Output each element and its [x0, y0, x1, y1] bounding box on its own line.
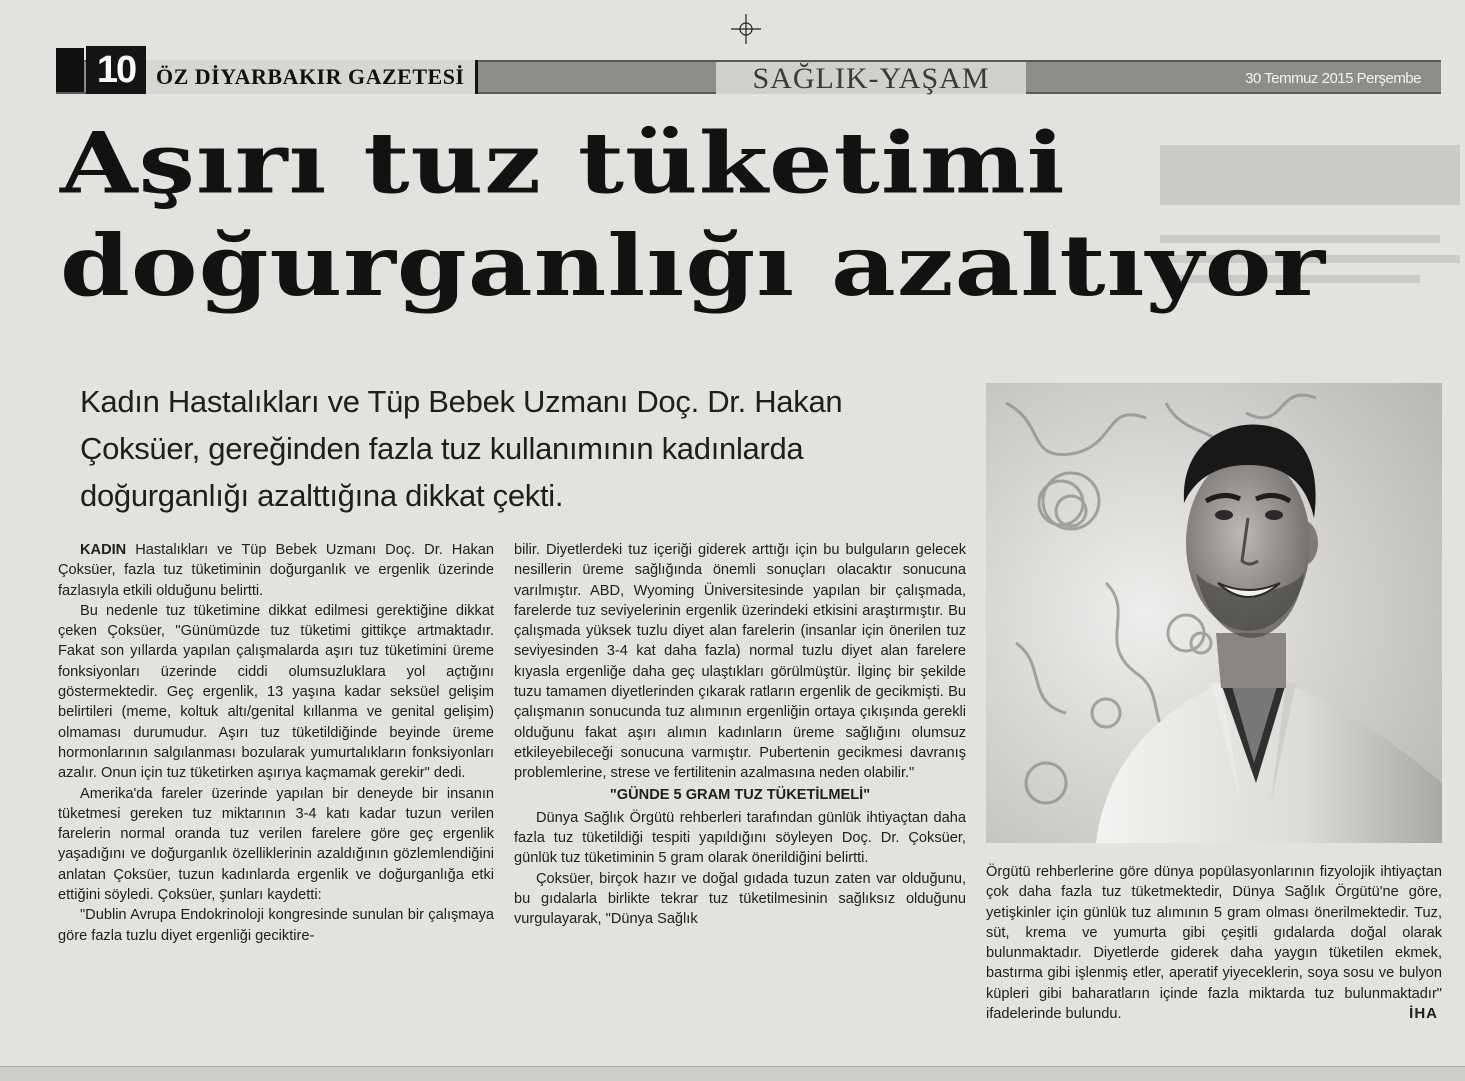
column-3-paragraph-1 [986, 862, 1442, 1024]
newspaper-name: ÖZ DİYARBAKIR GAZETESİ [146, 60, 478, 94]
column-1-paragraph-3: Amerika'da fareler üzerinde yapılan bir deneyde bir insanın tüketmesi gereken tuz miktarının 3-4 katı kadar tuzun verilen farelerin normal oranda tuz verilen farelere göre geç ergenlik yaşadığını ve doğurganlık özelliklerinin azaldığının gözlemlendiğini anlatan Çoksüer, tuzun kadınlarda ergenlik ve doğurganlığa etki ettiğini söyledi. Çoksüer, şunları kaydetti: [58, 785, 494, 904]
headline-line-1: Aşırı tuz tüketimi [60, 113, 1066, 213]
page-header [56, 46, 1441, 98]
column-3-paragraph-1-text: Örgütü rehberlerine göre dünya popülasyonlarının fizyolojik ihtiyaçtan çok daha fazla tuz tüketmektedir, Dünya Sağlık Örgütü'ne göre, yetişkinler için günlük tuz alımının 5 gram olması önerilmektedir. Tuz, süt, krema ve yumurta gibi çeşitli gıdalarda doğal olarak bulunmaktadır. Diyetlerde giderek daha yaygın tüketilen ekmek, bastırma gibi işlenmiş etler, aperatif yiyeceklerin, soya sosu ve bulyon küpleri gibi baharatların içinde fazla miktarda tuz bulunmaktadır" ifadelerinde bulundu. [986, 864, 1442, 1023]
page-bottom-edge [0, 1066, 1465, 1081]
column-1-paragraph-4: "Dublin Avrupa Endokrinoloji kongresinde sunulan bir çalışmaya göre fazla tuzlu diyet ergenliği geciktire- [58, 907, 494, 944]
column-2-paragraph-3: Çoksüer, birçok hazır ve doğal gıdada tuzun zaten var olduğunu, bu gıdalarla birlikte tekrar tuz tüketilmesinin sağlıksız olduğunu vurgulayarak, "Dünya Sağlık [514, 870, 966, 928]
article-headline [60, 112, 1440, 317]
doctor-photo [986, 383, 1442, 843]
page-number: 10 [86, 46, 146, 94]
issue-date: 30 Temmuz 2015 Perşembe [1245, 70, 1421, 87]
lead-word: KADIN [80, 542, 127, 558]
column-2-paragraph-1: bilir. Diyetlerdeki tuz içeriği giderek arttığı için bu bulguların gelecek nesillerin üreme sağlığında önemli sonuçları olacaktır sonucuna varılmıştır. ABD, Wyoming Üniversitesinde yapılan bir çalışmada, farelerde tuz seviyelerinin ergenlik üzerindeki etkisini araştırmıştır. Bu çalışmada yüksek tuzlu diyet alan farelerin (insanlar için önerilen tuz seviyesinden 3-4 kat daha fazla) normal tuzlu diyet alan farelere kıyasla ergenliğe daha geç ulaştıkları görülmüştür. İlginç bir şekilde tuzu tamamen diyetlerinden çıkarak ratların ergenlik de gecikmişti. Bu çalışmanın sonucunda tuz alımının ergenliğin ortaya çıkışında gerekli olduğunu fakat aşırı alımın kadınların üreme sağlığını olumsuz etkileyebileceği sonucuna varmıştır. Pubertenin gecikmesi davranış problemlerine, strese ve fertilitenin azalmasına neden olabilir." [514, 542, 966, 782]
column-1-paragraph-1 [58, 540, 494, 601]
article-column-3 [986, 862, 1442, 1024]
column-2-subheading: "GÜNDE 5 GRAM TUZ TÜKETİLMELİ" [609, 786, 871, 803]
crop-mark-icon [731, 14, 761, 44]
article-column-2 [514, 540, 966, 930]
header-marker [56, 48, 84, 92]
news-agency-credit: İHA [1409, 1005, 1438, 1023]
section-title: SAĞLIK-YAŞAM [716, 62, 1026, 94]
column-1-paragraph-2: Bu nedenle tuz tüketimine dikkat edilmesi gerektiğine dikkat çeken Çoksüer, "Günümüzde tuz tüketimi gittikçe artmaktadır. Fakat son yıllarda yapılan çalışmalarda aşırı tuz tüketimini üreme fonksiyonları üzerinde ciddi olumsuzluklara yol açtığını göstermektedir. Geç ergenlik, 13 yaşına kadar seksüel gelişim belirtileri (meme, koltuk altı/genital kıllanma ve genital gelişim) olmaması durumudur. Aşırı tuz tüketildiğinde beyinde üreme hormonlarının salgılanması bozularak yumurtalıkların fonksiyonları azalır. Onun için tuz tüketirken aşırıya kaçmamak gerekir" dedi. [58, 602, 494, 782]
doctor-portrait-image [986, 383, 1442, 843]
article-column-1 [58, 540, 494, 946]
column-1-paragraph-1-text: Hastalıkları ve Tüp Bebek Uzmanı Doç. Dr. Hakan Çoksüer, fazla tuz tüketiminin doğurganlık ve ergenlik üzerinde fazlasıyla etkili olduğunu belirtti. [58, 542, 494, 599]
headline-line-2: doğurganlığı azaltıyor [60, 216, 1327, 316]
article-deck: Kadın Hastalıkları ve Tüp Bebek Uzmanı Doç. Dr. Hakan Çoksüer, gereğinden fazla tuz kullanımının kadınlarda doğurganlığı azalttığına dikkat çekti. [80, 384, 843, 513]
column-2-paragraph-2: Dünya Sağlık Örgütü rehberleri tarafından günlük ihtiyaçtan daha fazla tuz tüketildiği tespiti yapıldığını söyleyen Doç. Dr. Çoksüer, günlük tuz tüketiminin 5 gram olarak önerildiğini belirtti. [514, 809, 966, 867]
